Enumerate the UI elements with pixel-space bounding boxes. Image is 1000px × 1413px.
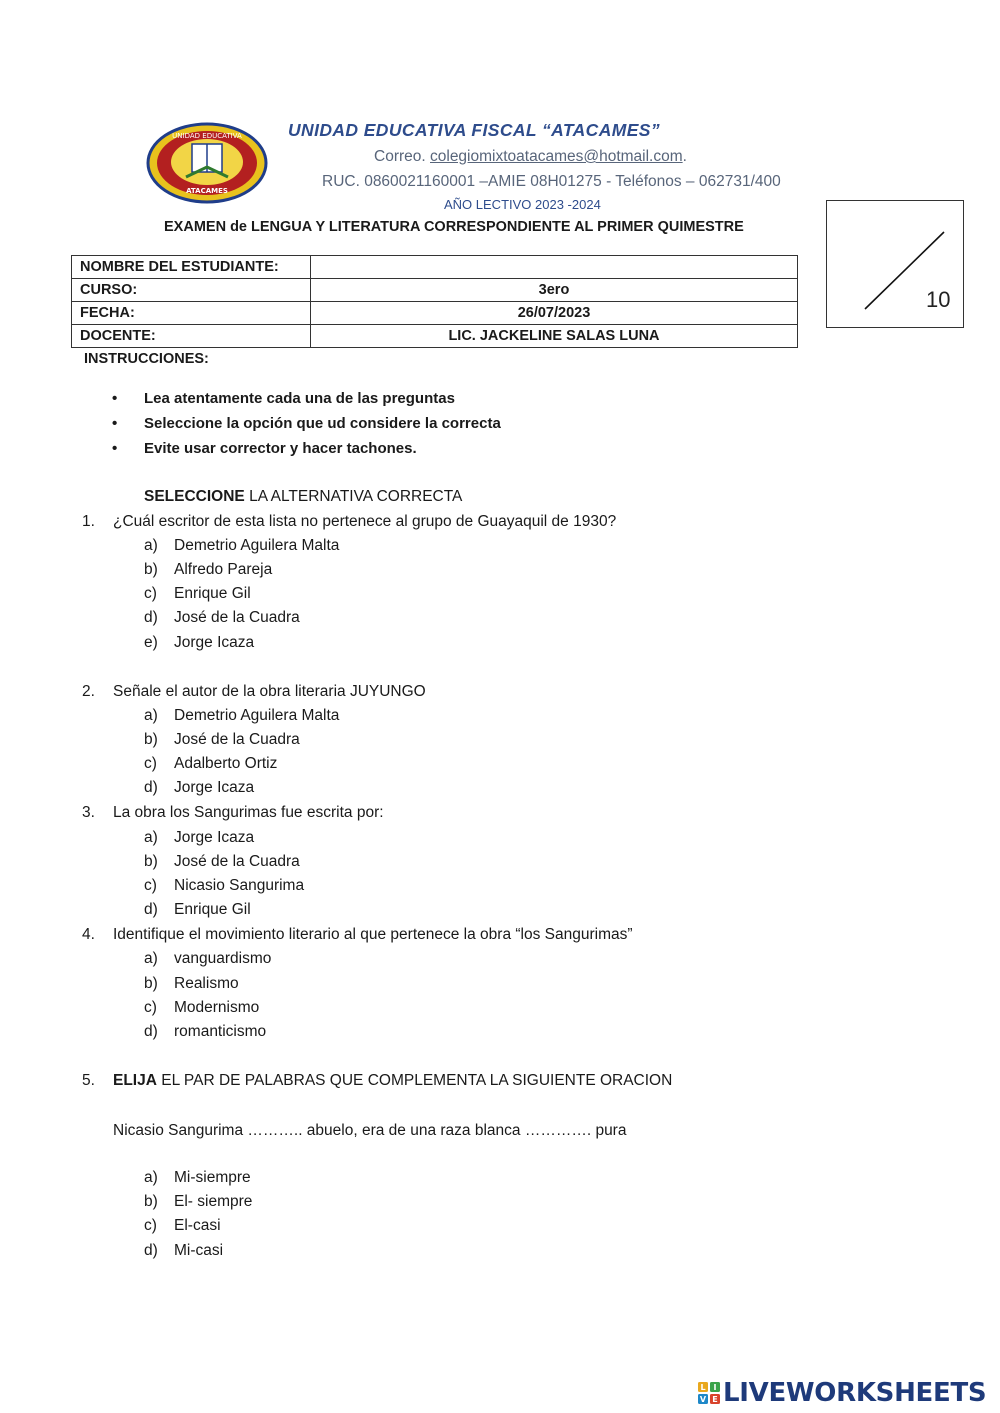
option-3d[interactable]: d) Enrique Gil [144, 901, 251, 918]
option-2a[interactable]: a) Demetrio Aguilera Malta [144, 707, 340, 724]
svg-text:ATACAMES: ATACAMES [186, 187, 228, 195]
svg-text:E: E [712, 1395, 718, 1404]
school-logo [146, 122, 268, 204]
question-3: 3. La obra los Sangurimas fue escrita por: [82, 804, 384, 821]
score-total: 10 [926, 287, 951, 312]
option-3b[interactable]: b) José de la Cuadra [144, 853, 300, 870]
instruction-item: • Lea atentamente cada una de las preguntas [112, 388, 501, 413]
instructions-heading: INSTRUCCIONES: [84, 351, 209, 367]
question-5-sentence: Nicasio Sangurima ……….. abuelo, era de una raza blanca …………. pura [113, 1122, 627, 1139]
info-label: DOCENTE: [72, 325, 311, 348]
score-box[interactable] [826, 200, 964, 328]
exam-title: EXAMEN de LENGUA Y LITERATURA CORRESPONDIENTE AL PRIMER QUIMESTRE [164, 219, 744, 235]
info-label: NOMBRE DEL ESTUDIANTE: [72, 256, 311, 279]
ruc-line: RUC. 0860021160001 –AMIE 08H01275 - Teléfonos – 062731/400 [322, 173, 781, 190]
option-4a[interactable]: a) vanguardismo [144, 950, 272, 967]
option-4b[interactable]: b) Realismo [144, 975, 239, 992]
option-2b[interactable]: b) José de la Cuadra [144, 731, 300, 748]
liveworksheets-watermark [698, 1375, 986, 1411]
svg-text:V: V [699, 1395, 707, 1404]
info-row-date [72, 302, 798, 325]
option-3a[interactable]: a) Jorge Icaza [144, 829, 255, 846]
option-1c[interactable]: c) Enrique Gil [144, 585, 251, 602]
option-5c[interactable]: c) El-casi [144, 1217, 221, 1234]
svg-text:L: L [700, 1383, 706, 1392]
option-5a[interactable]: a) Mi-siempre [144, 1169, 251, 1186]
date-value: 26/07/2023 [311, 302, 798, 325]
instruction-item: • Evite usar corrector y hacer tachones. [112, 438, 501, 463]
svg-text:UNIDAD EDUCATIVA: UNIDAD EDUCATIVA [172, 132, 242, 140]
option-2d[interactable]: d) Jorge Icaza [144, 779, 255, 796]
info-label: CURSO: [72, 279, 311, 302]
info-label: FECHA: [72, 302, 311, 325]
student-name-field[interactable] [311, 256, 798, 279]
info-row-teacher [72, 325, 798, 348]
option-1b[interactable]: b) Alfredo Pareja [144, 561, 273, 578]
liveworksheets-logo-icon [698, 1382, 720, 1404]
teacher-value: LIC. JACKELINE SALAS LUNA [311, 325, 798, 348]
option-1e[interactable]: e) Jorge Icaza [144, 634, 255, 651]
course-value: 3ero [311, 279, 798, 302]
student-info-table [71, 255, 798, 348]
option-1d[interactable]: d) José de la Cuadra [144, 609, 300, 626]
school-year: AÑO LECTIVO 2023 -2024 [444, 197, 601, 212]
option-2c[interactable]: c) Adalberto Ortiz [144, 755, 278, 772]
question-5: 5. ELIJA EL PAR DE PALABRAS QUE COMPLEMENTA LA SIGUIENTE ORACION [82, 1072, 673, 1089]
watermark-text: LIVEWORKSHEETS [723, 1378, 987, 1408]
option-4d[interactable]: d) romanticismo [144, 1023, 267, 1040]
option-4c[interactable]: c) Modernismo [144, 999, 260, 1016]
instructions-list [112, 388, 501, 463]
section-heading: SELECCIONE LA ALTERNATIVA CORRECTA [144, 488, 463, 505]
info-row-name [72, 256, 798, 279]
option-5b[interactable]: b) El- siempre [144, 1193, 253, 1210]
svg-text:I: I [713, 1383, 717, 1392]
instruction-item: • Seleccione la opción que ud considere la correcta [112, 413, 501, 438]
info-row-course [72, 279, 798, 302]
question-4: 4. Identifique el movimiento literario al que pertenece la obra “los Sangurimas” [82, 926, 633, 943]
school-name: UNIDAD EDUCATIVA FISCAL “ATACAMES” [288, 120, 661, 140]
option-1a[interactable]: a) Demetrio Aguilera Malta [144, 537, 340, 554]
email-line: Correo. colegiomixtoatacames@hotmail.com. [374, 148, 687, 165]
email-link[interactable]: colegiomixtoatacames@hotmail.com [430, 148, 683, 165]
option-5d[interactable]: d) Mi-casi [144, 1242, 224, 1259]
question-2: 2. Señale el autor de la obra literaria JUYUNGO [82, 683, 426, 700]
question-1: 1. ¿Cuál escritor de esta lista no pertenece al grupo de Guayaquil de 1930? [82, 513, 617, 530]
option-3c[interactable]: c) Nicasio Sangurima [144, 877, 305, 894]
